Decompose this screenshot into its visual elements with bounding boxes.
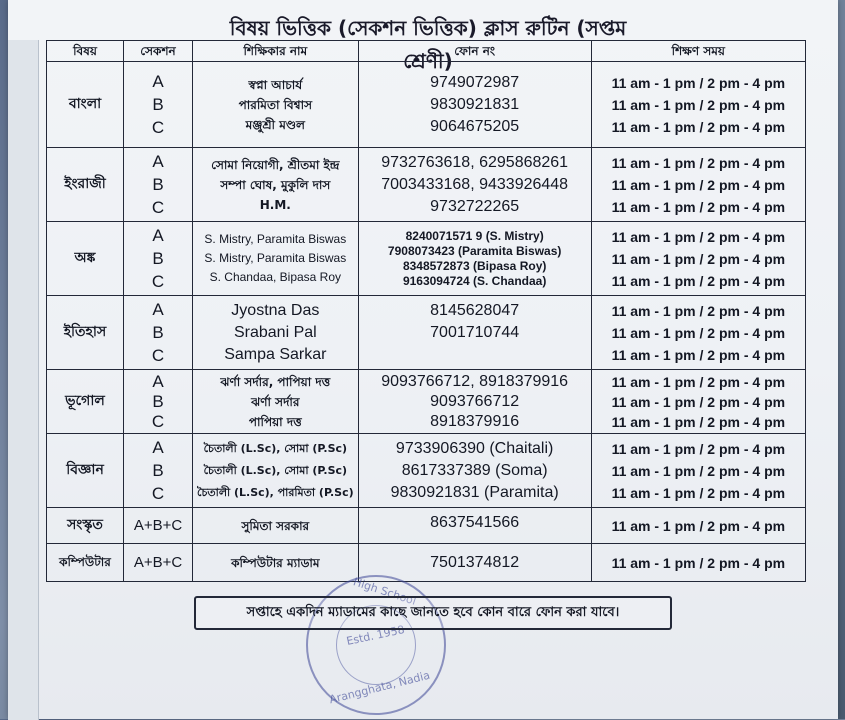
teacher-name: পারমিতা বিশ্বাস (238, 97, 312, 112)
table-row (47, 434, 806, 508)
time-slot: 11 am - 1 pm / 2 pm - 4 pm (611, 517, 786, 534)
stamp-top-text: High School (351, 575, 418, 608)
teacher-cell (193, 148, 359, 222)
table-row (47, 370, 806, 434)
subject-cell: ইতিহাস (47, 296, 124, 370)
subject-cell: বিজ্ঞান (47, 434, 124, 508)
phone-number: 8617337389 (Soma) (401, 461, 548, 479)
subject-cell: ভূগোল (47, 370, 124, 434)
teacher-name: সম্পা ঘোষ, মুকুলি দাস (220, 177, 331, 192)
header-row (47, 41, 806, 62)
section-label: B (152, 461, 164, 480)
table-row (47, 296, 806, 370)
phone-number: 9093766712, 8918379916 (381, 372, 569, 390)
table-row (47, 222, 806, 296)
teacher-name: S. Mistry, Paramita Biswas (204, 232, 347, 246)
section-cell: A+B+C (124, 544, 193, 582)
section-cell (124, 370, 193, 434)
section-label: A (152, 226, 164, 245)
time-slot: 11 am - 1 pm / 2 pm - 4 pm (611, 198, 786, 215)
teacher-name: সুমিতা সরকার (241, 518, 310, 533)
teacher-cell (193, 370, 359, 434)
time-slot: 11 am - 1 pm / 2 pm - 4 pm (611, 176, 786, 193)
teacher-name: H.M. (259, 197, 291, 212)
section-cell (124, 434, 193, 508)
section-label: C (151, 198, 165, 217)
header-time: শিক্ষণ সময় (591, 41, 805, 62)
time-slot: 11 am - 1 pm / 2 pm - 4 pm (611, 462, 786, 479)
phone-number: 7001710744 (430, 324, 520, 341)
section-cell (124, 222, 193, 296)
section-label: C (151, 118, 165, 137)
time-cell (591, 370, 805, 434)
phone-cell (358, 370, 591, 434)
teacher-cell (193, 508, 359, 544)
header-phone: ফোন নং (358, 41, 591, 62)
teacher-name: Jyostna Das (231, 301, 320, 319)
teacher-name: Sampa Sarkar (224, 345, 327, 363)
phone-number: 9732763618, 6295868261 (381, 153, 569, 171)
section-label: B (152, 391, 164, 411)
stamp-middle-text: Estd. 1958 (345, 623, 406, 648)
section-label: B (152, 95, 164, 114)
table-row (47, 62, 806, 148)
teacher-cell (193, 62, 359, 148)
section-label: C (151, 411, 165, 431)
teacher-cell (193, 222, 359, 296)
time-slot: 11 am - 1 pm / 2 pm - 4 pm (611, 373, 786, 390)
section-label: B (152, 175, 164, 194)
teacher-name: S. Chandaa, Bipasa Roy (209, 270, 342, 284)
phone-number: 9749072987 (430, 73, 520, 91)
time-slot: 11 am - 1 pm / 2 pm - 4 pm (611, 250, 786, 267)
section-cell: A+B+C (124, 508, 193, 544)
teacher-name: চৈতালী (L.Sc), পারমিতা (P.Sc) (197, 485, 354, 499)
time-slot: 11 am - 1 pm / 2 pm - 4 pm (611, 302, 786, 319)
teacher-name: চৈতালী (L.Sc), সোমা (P.Sc) (203, 463, 348, 477)
section-label: C (151, 346, 165, 365)
teacher-cell (193, 544, 359, 582)
time-cell (591, 508, 805, 544)
document-title: বিষয় ভিত্তিক (সেকশন ভিত্তিক) ক্লাস রুটিন (সপ্তম শ্রেণী) (229, 16, 627, 73)
time-slot: 11 am - 1 pm / 2 pm - 4 pm (611, 413, 786, 430)
teacher-cell (193, 296, 359, 370)
teacher-name: স্বপ্না আচার্য (248, 77, 303, 92)
section-label: A (152, 300, 164, 319)
section-cell (124, 296, 193, 370)
phone-number: 8145628047 (430, 302, 520, 319)
teacher-name: ঝর্ণা সর্দার (251, 394, 300, 409)
phone-number: 8918379916 (430, 412, 520, 430)
time-slot: 11 am - 1 pm / 2 pm - 4 pm (611, 554, 786, 571)
subject-cell: ইংরাজী (47, 148, 124, 222)
table-row (47, 508, 806, 544)
phone-number: 7908073423 (Paramita Biswas) (387, 243, 562, 258)
routine-table (46, 40, 806, 582)
phone-cell (358, 296, 591, 370)
time-cell (591, 544, 805, 582)
teacher-name: সোমা নিয়োগী, শ্রীতমা ইন্দ্র (211, 157, 340, 172)
background-sheet (8, 40, 39, 720)
phone-number: 9732722265 (430, 197, 520, 215)
teacher-name: S. Mistry, Paramita Biswas (204, 251, 347, 265)
phone-number: 9093766712 (430, 392, 520, 410)
phone-number: 9830921831 (Paramita) (390, 483, 559, 501)
subject-cell: অঙ্ক (47, 222, 124, 296)
phone-number: 9733906390 (Chaitali) (395, 439, 554, 457)
teacher-cell (193, 434, 359, 508)
subject-cell: বাংলা (47, 62, 124, 148)
section-label: B (152, 249, 164, 268)
time-slot: 11 am - 1 pm / 2 pm - 4 pm (611, 484, 786, 501)
time-slot: 11 am - 1 pm / 2 pm - 4 pm (611, 74, 786, 91)
phone-number: 9830921831 (430, 95, 520, 113)
phone-cell (358, 508, 591, 544)
table-row (47, 148, 806, 222)
section-cell (124, 148, 193, 222)
phone-cell (358, 148, 591, 222)
time-cell (591, 296, 805, 370)
teacher-name: Srabani Pal (233, 323, 317, 341)
time-slot: 11 am - 1 pm / 2 pm - 4 pm (611, 346, 786, 363)
time-slot: 11 am - 1 pm / 2 pm - 4 pm (611, 272, 786, 289)
time-slot: 11 am - 1 pm / 2 pm - 4 pm (611, 393, 786, 410)
subject-cell: কম্পিউটার (47, 544, 124, 582)
section-label: A (152, 72, 164, 91)
teacher-name: চৈতালী (L.Sc), সোমা (P.Sc) (203, 441, 348, 455)
section-cell (124, 62, 193, 148)
time-cell (591, 434, 805, 508)
phone-number: 8348572873 (Bipasa Roy) (402, 258, 547, 273)
section-label: C (151, 484, 165, 503)
section-label: C (151, 272, 165, 291)
phone-number: 7501374812 (430, 553, 520, 571)
phone-number: 7003433168, 9433926448 (381, 175, 569, 193)
time-slot: 11 am - 1 pm / 2 pm - 4 pm (611, 154, 786, 171)
phone-cell (358, 62, 591, 148)
time-cell (591, 62, 805, 148)
header-subject: বিষয় (47, 41, 124, 62)
table-row (47, 544, 806, 582)
subject-cell: সংস্কৃত (47, 508, 124, 544)
section-label: A (152, 371, 164, 391)
header-teacher: শিক্ষিকার নাম (193, 41, 359, 62)
section-label: A (152, 438, 164, 457)
time-slot: 11 am - 1 pm / 2 pm - 4 pm (611, 228, 786, 245)
time-slot: 11 am - 1 pm / 2 pm - 4 pm (611, 118, 786, 135)
time-slot: 11 am - 1 pm / 2 pm - 4 pm (611, 440, 786, 457)
section-label: A (152, 152, 164, 171)
phone-number: 9064675205 (430, 117, 520, 135)
section-label: B (152, 323, 164, 342)
phone-cell (358, 434, 591, 508)
phone-number: 9163094724 (S. Chandaa) (402, 273, 547, 288)
teacher-name: পাপিয়া দত্ত (248, 414, 302, 429)
stamp-side-text: Arangghata, Nadia (327, 668, 432, 707)
teacher-name: কম্পিউটার ম্যাডাম (231, 555, 320, 570)
phone-number: 8637541566 (430, 514, 520, 531)
phone-cell (358, 222, 591, 296)
teacher-name: ঝর্ণা সর্দার, পাপিয়া দত্ত (220, 374, 331, 389)
footer-note: সপ্তাহে একদিন ম্যাডামের কাছে জানতে হবে কোন বারে ফোন করা যাবে। (194, 596, 672, 630)
paper-sheet (8, 0, 838, 719)
time-cell (591, 148, 805, 222)
phone-cell (358, 544, 591, 582)
phone-number: 8240071571 9 (S. Mistry) (405, 228, 544, 243)
time-cell (591, 222, 805, 296)
header-section: সেকশন (124, 41, 193, 62)
teacher-name: মঞ্জুশ্রী মণ্ডল (245, 117, 305, 132)
time-slot: 11 am - 1 pm / 2 pm - 4 pm (611, 324, 786, 341)
time-slot: 11 am - 1 pm / 2 pm - 4 pm (611, 96, 786, 113)
